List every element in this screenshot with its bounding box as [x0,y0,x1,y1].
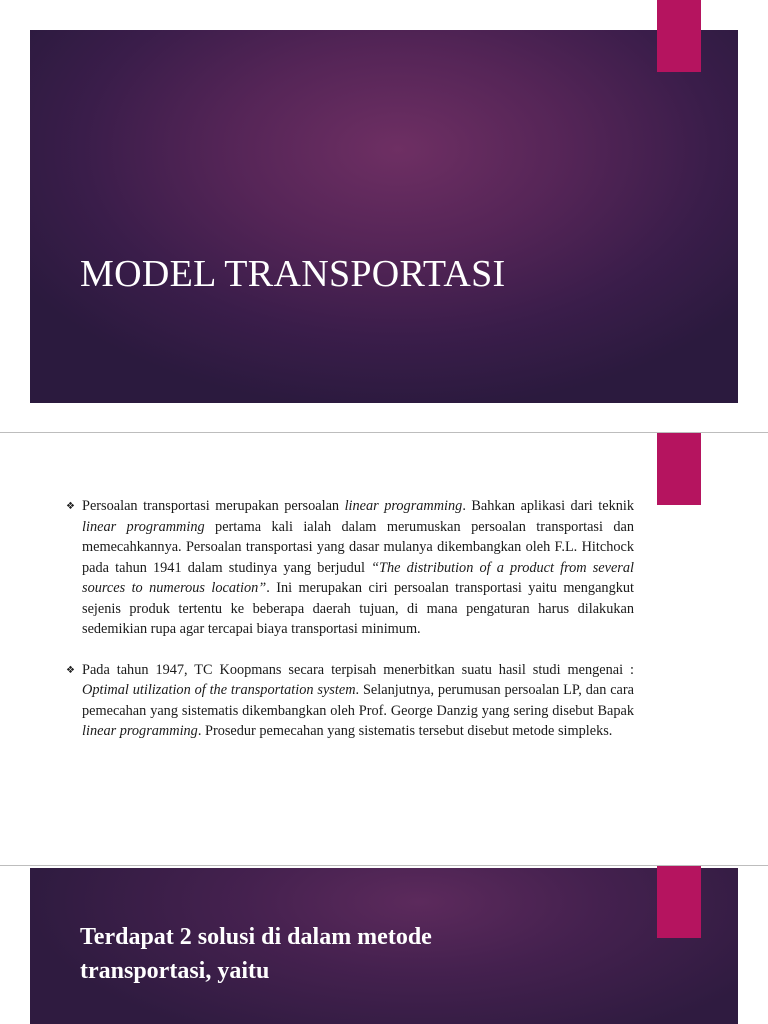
slide-3 [0,866,768,1024]
italic-text-run: linear programming [344,498,463,514]
italic-text-run: Optimal utilization of the transportation system [82,682,356,698]
bullet-item [66,660,634,742]
italic-text-run: “The distribution of a product from several sources to numerous location” [82,559,634,596]
italic-text-run: linear programming [82,518,205,535]
bullet-item [66,496,634,640]
bullet-text [82,660,634,742]
text-run: . Prosedur pemecahan yang sistematis tersebut disebut metode simpleks. [197,723,613,739]
text-run: . Bahkan aplikasi dari teknik [462,498,634,514]
slide-1 [0,0,768,432]
accent-tab [657,866,701,938]
accent-tab [657,0,701,72]
italic-text-run: linear programming [82,723,198,739]
text-run: Pada tahun 1947, TC Koopmans secara terpisah menerbitkan suatu hasil studi mengenai : [82,661,634,678]
diamond-bullet-icon: ❖ [66,664,75,676]
slide-title: MODEL TRANSPORTASI [80,253,506,295]
diamond-bullet-icon: ❖ [66,501,75,512]
text-run: pertama kali ialah dalam merumuskan persoalan transportasi dan memecahkannya. Persoalan transportasi yang dasar mulanya dikembangkan oleh F.L. Hitchock pada tahun 1941 dalam studinya yang berjudul [82,518,634,576]
text-run: Persoalan transportasi merupakan persoalan [82,498,345,514]
text-run: . Ini merupakan ciri persoalan transportasi yaitu mengangkut sejenis produk tertentu ke beberapa daerah tujuan, di mana pengaturan harus dilakukan sedemikian rupa agar tercapai biaya transportasi minimum. [82,580,634,637]
bullet-list [66,496,634,762]
title-panel [30,30,738,403]
accent-tab [657,433,701,505]
text-run: . Selanjutnya, perumusan persoalan LP, dan cara pemecahan yang sistematis dikembangkan oleh Prof. George Danzig yang sering disebut Bapak [82,682,635,719]
slide-heading: Terdapat 2 solusi di dalam metode transportasi, yaitu [80,924,432,984]
slide-2 [0,433,768,865]
bullet-text [82,496,634,640]
